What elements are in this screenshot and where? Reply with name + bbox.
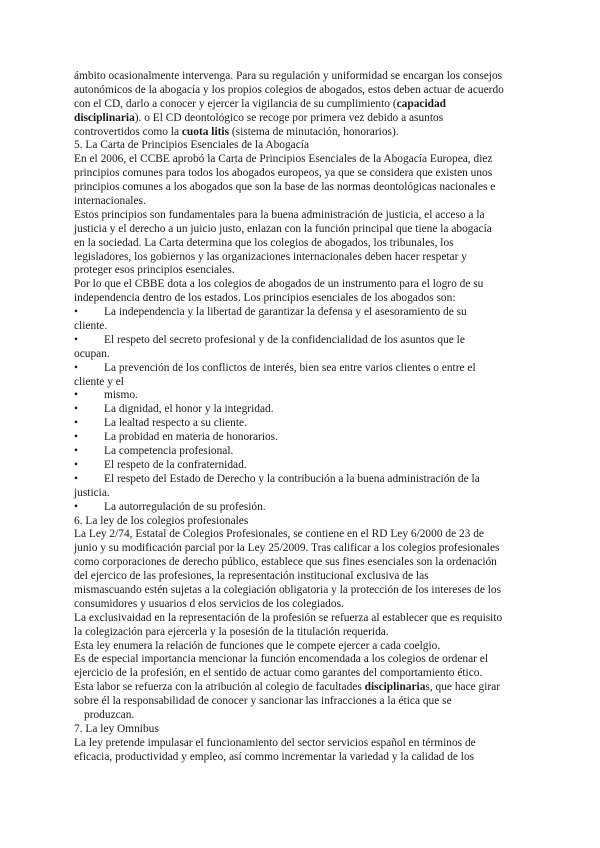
list-item xyxy=(74,501,526,515)
bullet-icon: • xyxy=(74,361,78,374)
bullet-icon: • xyxy=(74,458,78,471)
bullet-icon: • xyxy=(74,445,78,458)
text-line: Es de especial importancia mencionar la función encomendada a los colegios de ordenar el xyxy=(74,653,489,666)
section-heading: 6. La ley de los colegios profesionales xyxy=(74,514,249,527)
list-item-text: La autorregulación de su profesión. xyxy=(104,500,266,513)
list-item xyxy=(74,417,526,431)
text-line: La Ley 2/74, Estatal de Colegios Profesionales, se contiene en el RD Ley 6/2000 de 23 de xyxy=(74,528,484,541)
text-line: autonómicos de la abogacía y los propios colegios de abogados, estos deben actuar de acuerdo xyxy=(74,83,504,96)
text-line: consumidores y usuarios d elos servicios de los colegiados. xyxy=(74,597,344,610)
bullet-icon: • xyxy=(74,306,78,319)
list-item-text: El respeto de la confraternidad. xyxy=(104,458,247,471)
text-line: la colegización para ejercerla y la posesión de la titulación requerida. xyxy=(74,625,389,638)
text-line: Esta labor se refuerza con la atribución al colegio de facultades disciplinarias, que hace girar xyxy=(74,681,501,694)
bold-term: cuota litis xyxy=(181,125,230,138)
text-line: Por lo que el CBBE dota a los colegios de abogados de un instrumento para el logro de su xyxy=(74,278,484,291)
text-line-with-bold xyxy=(74,98,526,112)
text-line: disciplinaria). o El CD deontológico se recoge por primera vez debido a asuntos xyxy=(74,111,444,124)
section-heading: 7. La ley Omnibus xyxy=(74,722,159,735)
list-item xyxy=(74,389,526,403)
text-line: La ley pretende impulasar el funcionamiento del sector servicios español en términos de xyxy=(74,736,476,749)
text-line: con el CD, darlo a conocer y ejercer la vigilancia de su cumplimiento (capacidad xyxy=(74,97,446,110)
bold-term: disciplinaria xyxy=(364,681,426,694)
text-line: legisladores, los gobiernos y las organizaciones internacionales deben hacer respetar y xyxy=(74,250,467,263)
list-item-text: mismo. xyxy=(104,389,138,402)
list-item-text: El respeto del secreto profesional y de la confidencialidad de los asuntos que le xyxy=(104,333,465,346)
text-line: justicia y el derecho a un juicio justo, enlazan con la función principal que tiene la abogacía xyxy=(74,222,492,235)
bullet-icon: • xyxy=(74,431,78,444)
list-item-text: El respeto del Estado de Derecho y la contribución a la buena administración de la xyxy=(104,472,480,485)
list-item xyxy=(74,362,526,376)
section-heading: 5. La Carta de Principios Esenciales de la Abogacía xyxy=(74,139,310,152)
bullet-icon: • xyxy=(74,389,78,402)
list-item-text: La lealtad respecto a su cliente. xyxy=(104,417,247,430)
document-page xyxy=(74,70,526,765)
list-item xyxy=(74,403,526,417)
text-line-with-bold xyxy=(74,126,526,140)
bold-term: disciplinaria xyxy=(74,111,135,124)
bullet-icon: • xyxy=(74,403,78,416)
text-line-with-bold xyxy=(74,112,526,126)
list-item-continuation: ocupan. xyxy=(74,347,110,360)
list-item-continuation: cliente y el xyxy=(74,375,124,388)
list-item xyxy=(74,431,526,445)
bullet-icon: • xyxy=(74,333,78,346)
list-item xyxy=(74,334,526,348)
text-line: controvertidos como la cuota litis (sistema de minutación, honorarios). xyxy=(74,125,399,138)
bullet-icon: • xyxy=(74,472,78,485)
list-item xyxy=(74,445,526,459)
text-line: principios comunes a los abogados que son la base de las normas deontológicas nacionales e xyxy=(74,181,496,194)
text-line: proteger esos principios esenciales. xyxy=(74,264,235,277)
list-item-text: La dignidad, el honor y la integridad. xyxy=(104,403,274,416)
text-line: produzcan. xyxy=(84,708,135,721)
text-line: mismascuando estén sujetas a la colegiación obligatoria y la protección de los intereses de los xyxy=(74,583,502,596)
bold-term: capacidad xyxy=(396,97,446,110)
text-line: ejercicio de la profesión, en el sentido de actuar como garantes del comportamiento ético. xyxy=(74,667,483,680)
text-line: principios comunes para todos los abogados europeos, ya que se considera que existen unos xyxy=(74,167,493,180)
text-line: ámbito ocasionalmente intervenga. Para su regulación y uniformidad se encargan los consejos xyxy=(74,70,503,82)
text-line: La exclusivaidad en la representación de la profesión se refuerza al establecer que es requisito xyxy=(74,611,503,624)
text-line: junio y su modificación parcial por la Ley 25/2009. Tras calificar a los colegios profesionales xyxy=(74,542,500,555)
text-line: en la sociedad. La Carta determina que los colegios de abogados, los tribunales, los xyxy=(74,236,454,249)
text-line: sobre él la responsabilidad de conocer y sancionar las infracciones a la ética que se xyxy=(74,695,452,708)
list-item-text: La probidad en materia de honorarios. xyxy=(104,431,278,444)
list-item xyxy=(74,459,526,473)
text-line: internacionales. xyxy=(74,195,146,208)
bullet-icon: • xyxy=(74,417,78,430)
text-line: eficacia, productividad y empleo, así commo incrementar la variedad y la calidad de los xyxy=(74,750,475,763)
list-item-text: La independencia y la libertad de garantizar la defensa y el asesoramiento de su xyxy=(104,306,467,319)
text-line: Estos principios son fundamentales para la buena administración de justicia, el acceso a la xyxy=(74,208,485,221)
list-item-text: La prevención de los conflictos de interés, bien sea entre varios clientes o entre el xyxy=(104,361,476,374)
text-line: del ejercico de las profesiones, la representación institucional exclusiva de las xyxy=(74,570,429,583)
list-item-text: La competencia profesional. xyxy=(104,445,234,458)
list-item-continuation: cliente. xyxy=(74,320,108,333)
list-item-continuation: justicia. xyxy=(74,486,110,499)
text-line: independencia dentro de los estados. Los principios esenciales de los abogados son: xyxy=(74,292,456,305)
list-item xyxy=(74,306,526,320)
text-line: En el 2006, el CCBE aprobó la Carta de Principios Esenciales de la Abogacía Europea, diez xyxy=(74,153,493,166)
text-line: Esta ley enumera la relación de funciones que le compete ejercer a cada coelgio. xyxy=(74,639,441,652)
bullet-icon: • xyxy=(74,500,78,513)
text-line: como corporaciones de derecho público, establece que sus fines esenciales son la ordenación xyxy=(74,556,497,569)
list-item xyxy=(74,473,526,487)
